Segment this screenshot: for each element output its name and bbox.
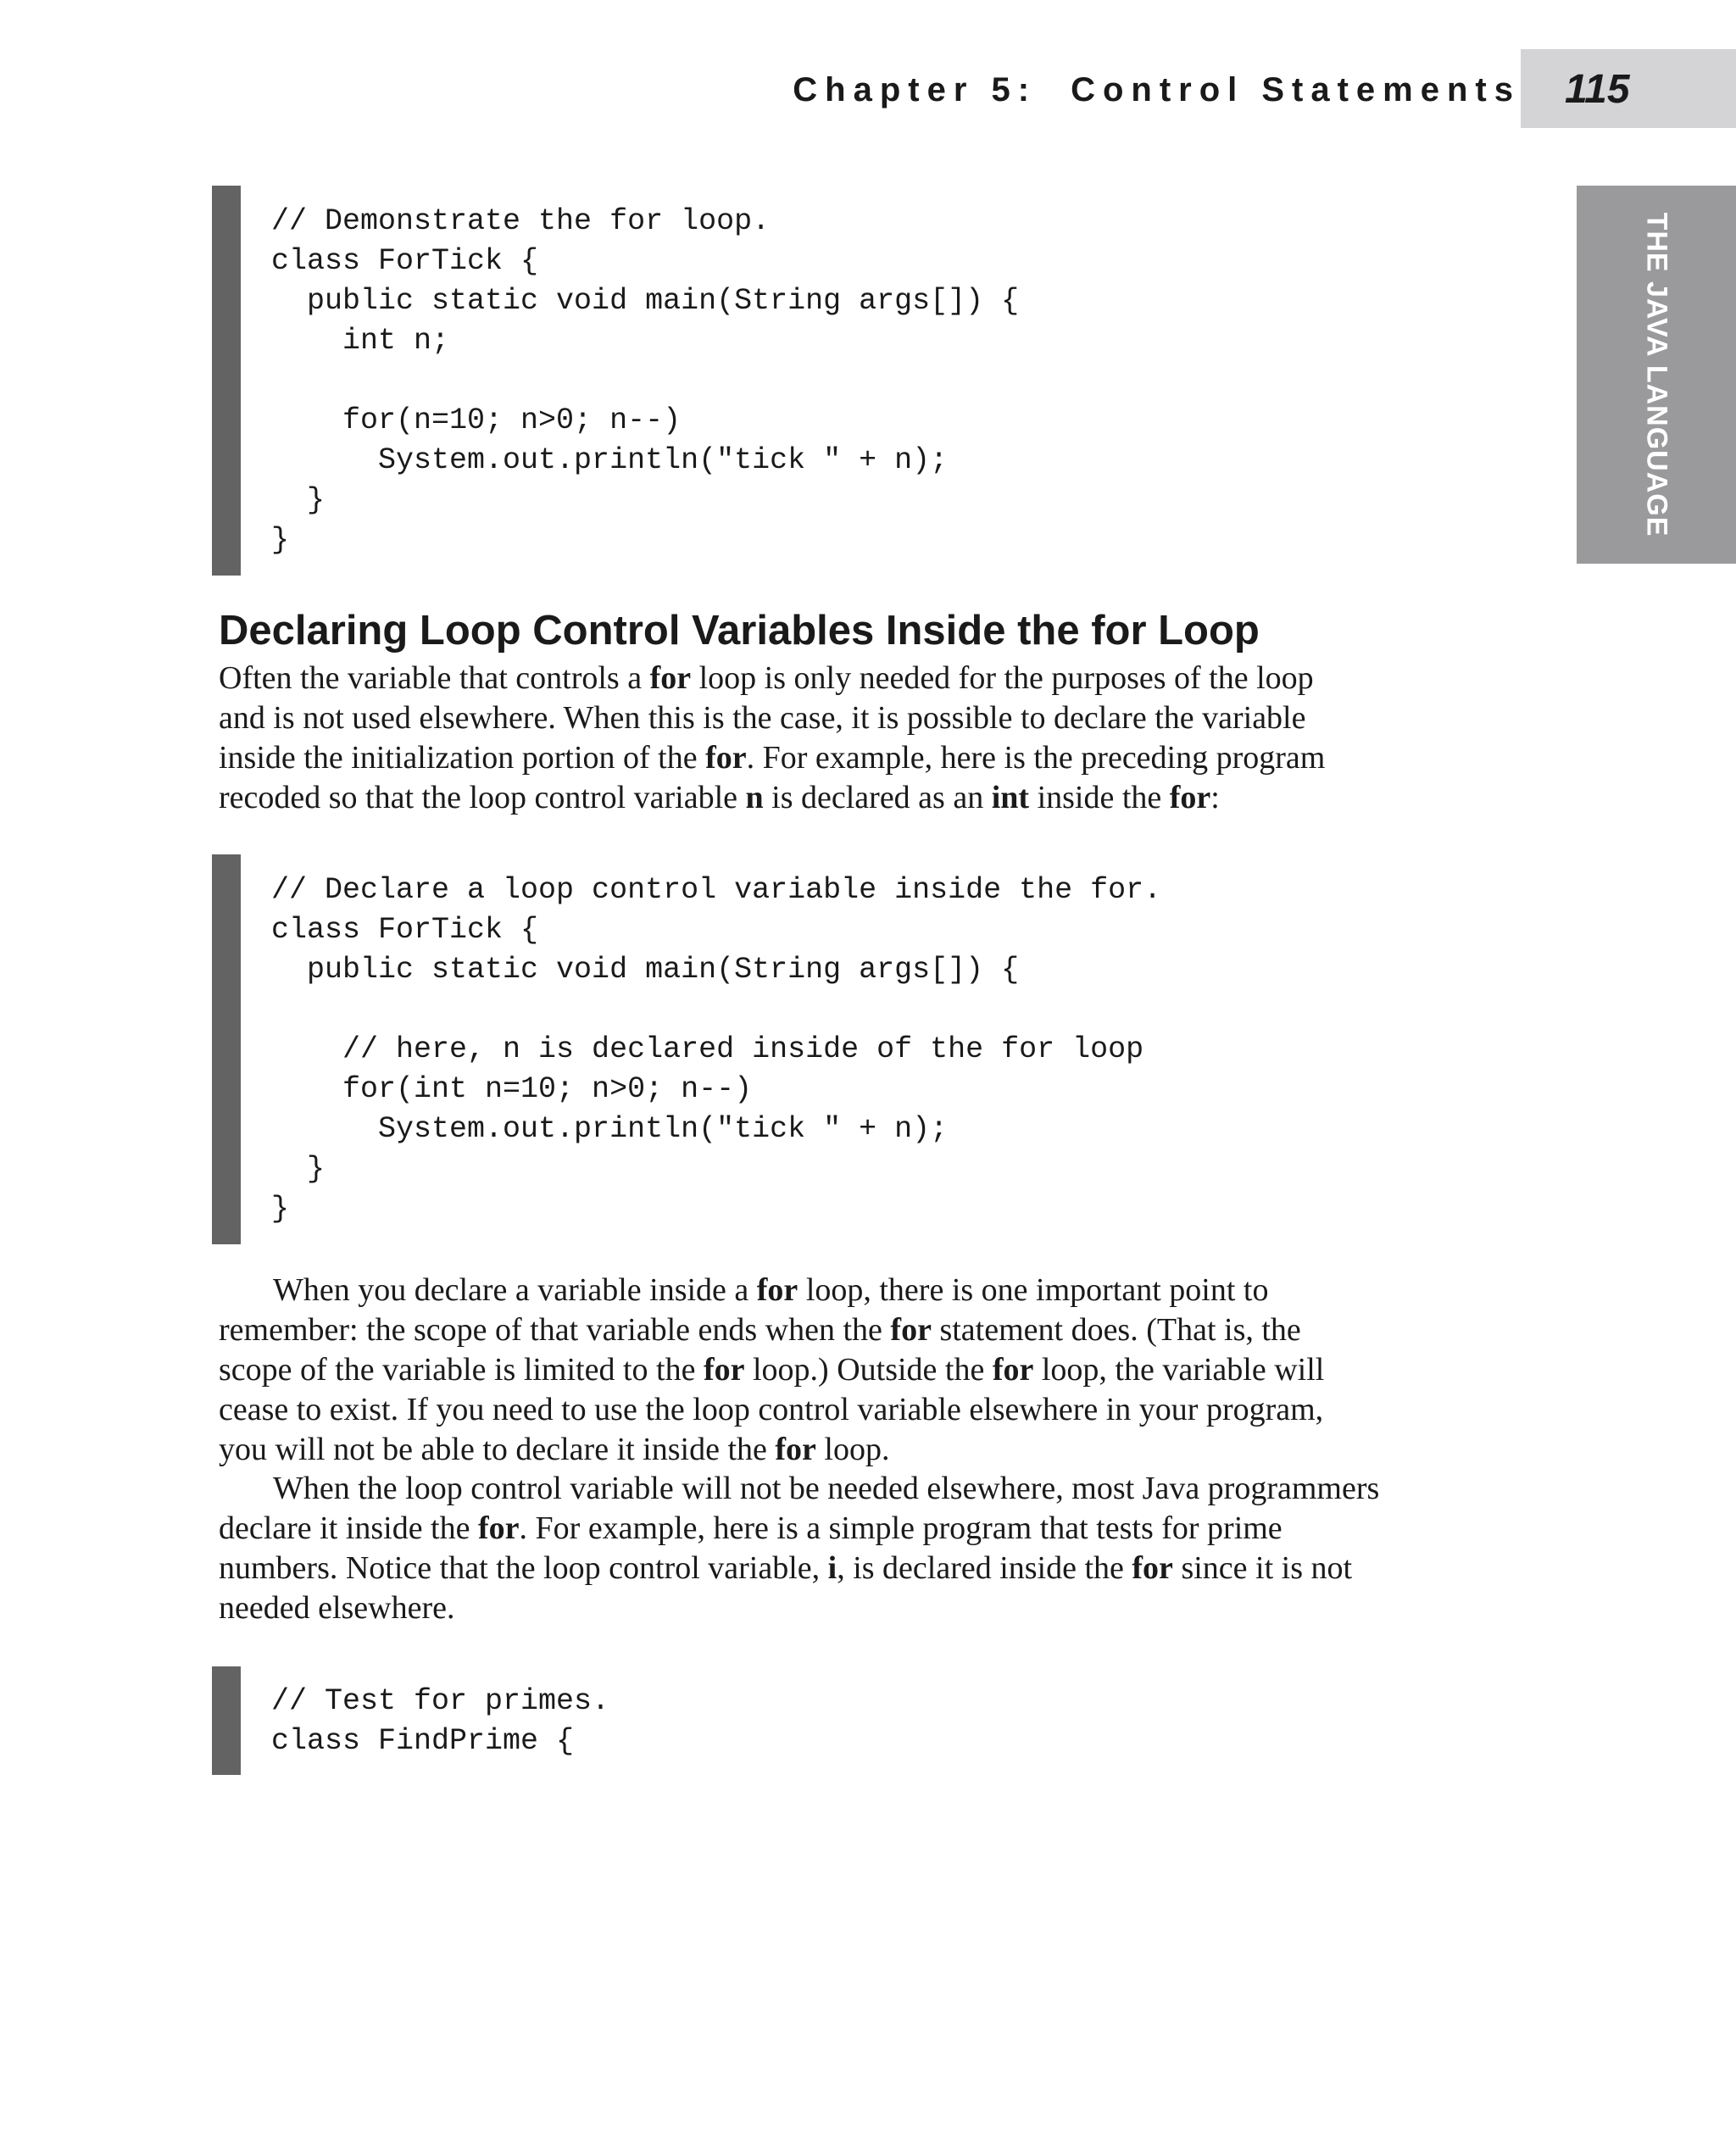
code-line: } bbox=[271, 1192, 290, 1226]
section-heading: Declaring Loop Control Variables Inside the for Loop bbox=[219, 608, 1260, 654]
text-line bbox=[219, 1350, 1524, 1390]
text-run: declare it inside the bbox=[219, 1510, 478, 1546]
code-line: // here, n is declared inside of the for loop bbox=[271, 1032, 1144, 1066]
text-run: is declared as an bbox=[763, 780, 992, 815]
code-block-bar bbox=[212, 186, 241, 576]
code-line bbox=[271, 990, 1161, 1030]
code-line: // Declare a loop control variable inside the for. bbox=[271, 873, 1162, 907]
running-head bbox=[793, 71, 1521, 109]
code-keyword: for bbox=[705, 740, 747, 776]
code-line: } bbox=[271, 1152, 326, 1186]
text-line bbox=[219, 1390, 1524, 1430]
code-keyword: for bbox=[1169, 780, 1211, 815]
text-run: inside the initialization portion of the bbox=[219, 740, 706, 776]
text-run: When you declare a variable inside a bbox=[273, 1272, 757, 1308]
code-line bbox=[271, 361, 1019, 401]
code-line: System.out.println("tick " + n); bbox=[271, 443, 949, 477]
paragraph-scope bbox=[219, 1271, 1524, 1470]
text-run: inside the bbox=[1029, 780, 1170, 815]
text-run: remember: the scope of that variable ends when the bbox=[219, 1312, 891, 1348]
code-line: public static void main(String args[]) { bbox=[271, 953, 1020, 987]
chapter-label: Chapter 5: bbox=[793, 71, 1038, 108]
page-number: 115 bbox=[1565, 67, 1630, 112]
code-keyword: i bbox=[827, 1550, 837, 1586]
chapter-title: Control Statements bbox=[1071, 71, 1521, 108]
code-line: } bbox=[271, 523, 290, 557]
side-tab bbox=[1577, 186, 1736, 564]
text-run: loop, the variable will bbox=[1033, 1352, 1325, 1388]
code-line: for(int n=10; n>0; n--) bbox=[271, 1072, 753, 1106]
code-lines bbox=[271, 202, 1019, 560]
code-line: System.out.println("tick " + n); bbox=[271, 1112, 949, 1146]
code-block-bar bbox=[212, 1666, 241, 1775]
text-run: . For example, here is the preceding program bbox=[746, 740, 1326, 776]
text-run: you will not be able to declare it inside the bbox=[219, 1432, 776, 1467]
text-run: loop.) Outside the bbox=[744, 1352, 993, 1388]
code-line: // Test for primes. bbox=[271, 1684, 610, 1718]
code-line: } bbox=[271, 483, 326, 517]
code-line: for(n=10; n>0; n--) bbox=[271, 403, 682, 437]
code-line: public static void main(String args[]) { bbox=[271, 284, 1020, 318]
text-run: and is not used elsewhere. When this is the case, it is possible to declare the variable bbox=[219, 700, 1306, 736]
paragraph-primes bbox=[219, 1469, 1524, 1628]
code-lines bbox=[271, 1682, 609, 1761]
text-run: scope of the variable is limited to the bbox=[219, 1352, 704, 1388]
text-run: When the loop control variable will not be needed elsewhere, most Java programmers bbox=[273, 1471, 1380, 1506]
text-run: loop. bbox=[815, 1432, 890, 1467]
text-line bbox=[219, 659, 1524, 698]
text-line bbox=[219, 1310, 1524, 1350]
code-line: class FindPrime { bbox=[271, 1724, 575, 1758]
text-run: loop, there is one important point to bbox=[798, 1272, 1269, 1308]
text-line bbox=[219, 1469, 1524, 1509]
text-run: recoded so that the loop control variable bbox=[219, 780, 746, 815]
text-line bbox=[219, 1509, 1524, 1549]
code-lines bbox=[271, 871, 1161, 1229]
code-keyword: for bbox=[890, 1312, 932, 1348]
text-line bbox=[219, 1549, 1524, 1588]
code-line: // Demonstrate the for loop. bbox=[271, 204, 771, 238]
code-keyword: for bbox=[703, 1352, 745, 1388]
paragraph-intro bbox=[219, 659, 1524, 818]
code-keyword: for bbox=[775, 1432, 816, 1467]
code-keyword: int bbox=[991, 780, 1030, 815]
code-keyword: for bbox=[992, 1352, 1034, 1388]
text-run: cease to exist. If you need to use the loop control variable elsewhere in your program, bbox=[219, 1392, 1324, 1427]
text-run: , is declared inside the bbox=[837, 1550, 1132, 1586]
code-keyword: for bbox=[756, 1272, 798, 1308]
text-line bbox=[219, 1271, 1524, 1310]
code-line: class ForTick { bbox=[271, 913, 539, 947]
text-line bbox=[219, 738, 1524, 778]
text-run: loop is only needed for the purposes of the loop bbox=[691, 660, 1314, 696]
code-keyword: for bbox=[478, 1510, 520, 1546]
text-run: . For example, here is a simple program that tests for prime bbox=[519, 1510, 1283, 1546]
code-keyword: for bbox=[1132, 1550, 1173, 1586]
code-line: class ForTick { bbox=[271, 244, 539, 278]
text-run: since it is not bbox=[1172, 1550, 1353, 1586]
text-run: statement does. (That is, the bbox=[931, 1312, 1301, 1348]
text-line bbox=[219, 1430, 1524, 1470]
code-keyword: n bbox=[745, 780, 764, 815]
code-block-bar bbox=[212, 854, 241, 1244]
text-line bbox=[219, 698, 1524, 738]
text-run: : bbox=[1210, 780, 1220, 815]
side-tab-label: THE JAVA LANGUAGE bbox=[1640, 212, 1673, 537]
text-run: needed elsewhere. bbox=[219, 1590, 455, 1626]
text-line bbox=[219, 778, 1524, 818]
code-keyword: for bbox=[649, 660, 692, 696]
code-line: int n; bbox=[271, 324, 450, 358]
text-line bbox=[219, 1588, 1524, 1628]
text-run: numbers. Notice that the loop control variable, bbox=[219, 1550, 828, 1586]
text-run: Often the variable that controls a bbox=[219, 660, 650, 696]
